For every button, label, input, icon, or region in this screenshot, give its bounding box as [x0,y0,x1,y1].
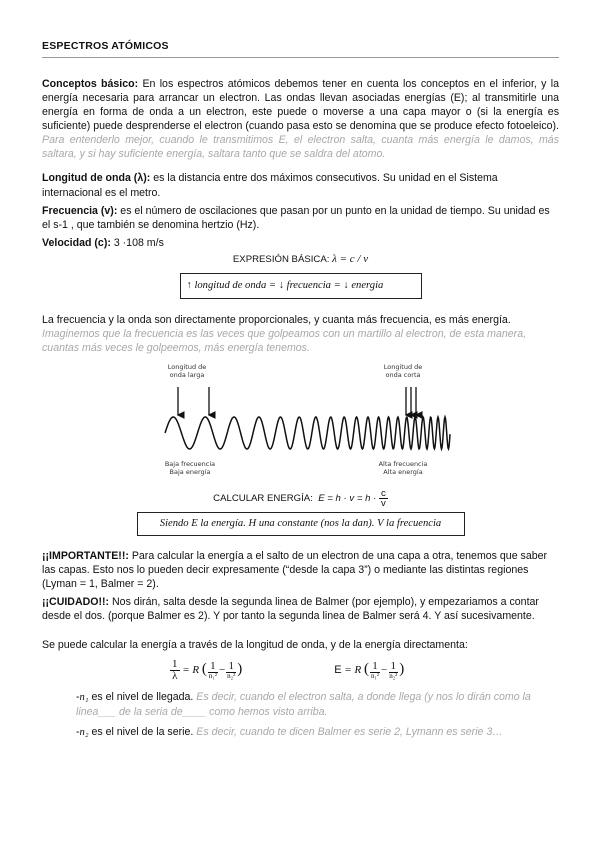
n1-note: Es decir, cuando el electron salta, a donde llega (y nos lo dirán como la linea___ de la seria de____ como hemos visto arriba. [76,690,531,718]
rydberg-energy-formula: E = R ( $\frac{1}{\text{n₁²}}$ − $\frac{1}{\text{n₂²}}$ ) [334,659,405,680]
one-over-lambda [170,659,180,682]
concepts-paragraph [42,77,559,161]
basic-expression-box: ↑ longitud de onda = ↓ frecuencia = ↓ energia [180,273,422,299]
right-term-2 [387,661,399,680]
right-term-2-den: n₂² [389,671,398,680]
frequency-label: Frecuencia (v): [42,204,118,217]
right-term-1 [369,661,381,680]
lambda-denominator: λ [172,669,178,682]
careful-text: Nos dirán, salta desde la segunda linea de Balmer (por ejemplo), y empezariamos a contar desde el dos. (porque Balmer es 2). Y por tanto la segunda linea de Balmer será 4. Y así sucesivamente. [42,596,539,623]
n1-bullet: - [76,690,80,703]
rydberg-wavelength-formula: $\frac{1}{\lambda}$ = R ( $\frac{1}{\text{n₁²}}$ − $\frac{1}{\text{n₂²}}$ ) [172,657,243,682]
speed-text: 3 ·108 m/s [110,236,164,249]
calc-text: Se puede calcular la energía a través de la longitud de onda, y de la energía directamenta: [42,638,468,651]
right-minus: − [381,663,388,676]
basic-expression-label: EXPRESIÓN BÁSICA: [232,253,330,265]
wave-figure [42,363,559,483]
proportion-paragraph [42,313,559,355]
wavelength-text: es la distancia entre dos máximos consecutivos. Su unidad en el Sistema internacional es el metro. [42,172,498,199]
long-wavelength-label: Longitud de onda larga [167,362,207,379]
careful-label: ¡¡CUIDADO!!: [42,596,110,609]
c-over-v-fraction [379,489,388,509]
n2-note: Es decir, cuando te dicen Balmer es serie 2, Lymann es serie 3… [193,725,503,738]
speed-label: Velocidad (c): [42,236,111,249]
concepts-label: Conceptos básico: [42,77,139,90]
wavelength-paragraph [42,171,559,199]
careful-paragraph [42,595,559,623]
wavelength-label: Longitud de onda (λ): [42,172,151,185]
left-term-1 [207,661,219,680]
calc-energy-line [42,489,559,509]
important-text: Para calcular la energía a el salto de un electron de una capa a otra, tenemos que saber las capas. Esto nos lo pueden decir expresamente (“desde la capa 3”) o mediante las distintas regiones (Lyman = 1, Balmer = 2). [42,550,548,591]
one-numerator: 1 [172,657,178,670]
proportion-text: La frecuencia y la onda son directamente proporcionales, y cuanta más frecuencia, es más energía. [42,313,511,326]
left-term-2-den: n₂² [227,671,236,680]
n2-text: es el nivel de la serie. [88,725,194,738]
fraction-denominator: v [381,498,386,510]
speed-paragraph [42,236,559,250]
concepts-text: En los espectros atómicos debemos tener en cuenta los conceptos en el inferior, y la energía necesaria para arrancar un electron. Las ondas llevan asociadas energías (E); al transmitirle una energía en forma de onda a un electron, este puede o moverse a una capa mayor o (si la energía es suficiente) puede desprenderse el electron (cuando pasa esto se denomina que se produce efecto fotoeleico). [42,77,559,133]
basic-expression [42,252,559,267]
rydberg-formulas [42,659,559,682]
page-title: ESPECTROS ATÓMICOS [42,40,559,58]
low-frequency-text: Baja frecuencia [164,459,216,468]
left-term-2 [225,661,237,680]
right-term-1-num: 1 [372,659,378,672]
equals-r-right: = R [344,663,362,676]
n1-item [76,690,559,719]
high-energy-text: Alta energía [383,468,423,476]
wave-line [165,417,450,449]
high-frequency-text: Alta frecuencia [378,459,428,468]
left-term-1-den: n₁² [208,671,217,680]
energy-symbol: E [334,663,342,676]
frequency-paragraph [42,204,559,232]
n2-bullet: - [76,725,80,738]
low-energy-text: Baja energía [169,468,211,476]
calc-energy-formula: E = h · v = h · [318,492,377,504]
n1-variable: n₁ [79,691,89,703]
left-term-2-num: 1 [228,659,234,672]
n1-text: es el nivel de llegada. [88,690,194,703]
high-frequency-label [372,460,434,476]
calc-energy-box: Siendo E la energía. H una constante (nos la dan). V la frecuencia [137,512,465,536]
document-page [42,40,559,740]
right-term-1-den: n₁² [370,671,380,680]
n2-variable: n₂ [79,726,89,738]
right-term-2-num: 1 [390,659,396,672]
proportion-note: Imaginemos que la frecuencia es las veces que golpeamos con un martillo al electron, de esta manera, cuantas más veces le golpeemos, más energía tenemos. [42,327,527,354]
wave-diagram [42,363,559,483]
short-wavelength-label: Longitud de onda corta [383,362,423,379]
calc-energy-label: CALCULAR ENERGÍA: [213,492,313,504]
important-paragraph [42,549,559,591]
fraction-numerator: c [381,487,386,499]
left-minus: − [218,663,226,676]
basic-expression-formula: λ = c / v [332,252,369,265]
frequency-text: es el número de oscilaciones que pasan por un punto en la unidad de tiempo. Su unidad es el s-1 , que también se denomina hertzio (Hz). [42,204,550,231]
equals-r-left: = R [182,663,200,676]
important-label: ¡¡IMPORTANTE!!: [42,550,129,563]
concepts-note: Para entenderlo mejor, cuando le transmitimos E, el electron salta, cuanta más energía le damos, más saltara, y si hay suficiente energía, saltara tanto que se saldra del atomo. [42,134,559,161]
low-frequency-label [160,460,220,476]
left-term-1-num: 1 [210,659,216,672]
n2-item [76,725,559,740]
